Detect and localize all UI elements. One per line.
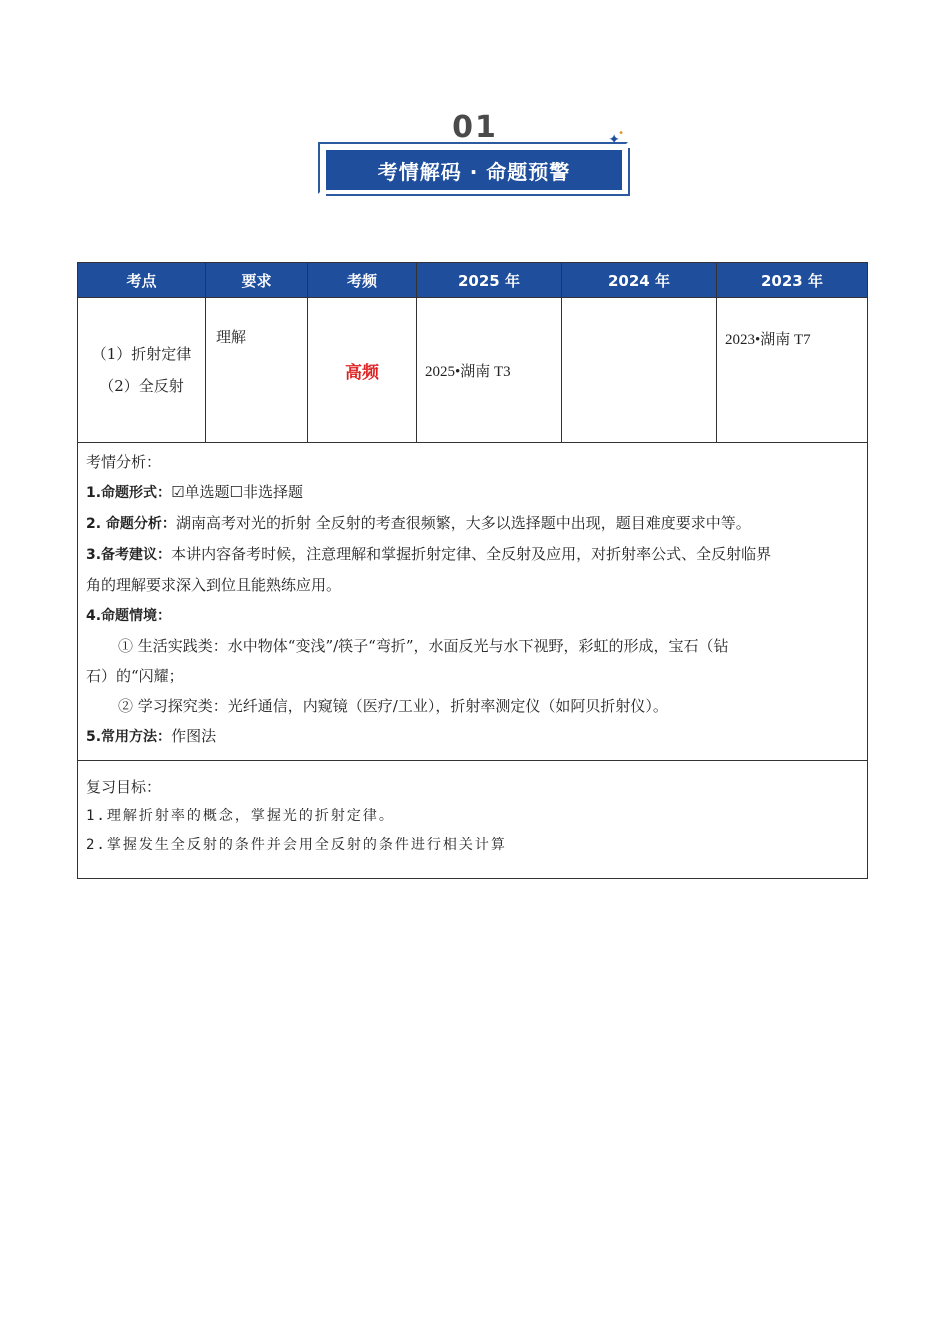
section-title: 考情解码 · 命题预警 <box>326 150 622 190</box>
exam-point-refraction: （1）折射定律 <box>91 345 192 363</box>
context-life-practice: ① 生活实践类：水中物体“变浅”/筷子“弯折”，水面反光与水下视野，彩虹的形成，宝石（钻 <box>118 637 729 655</box>
checked-box-icon: ☑ <box>171 483 185 501</box>
goal-item: 2.掌握发生全反射的条件并会用全反射的条件进行相关计算 <box>86 837 507 853</box>
context-study-explore: ② 学习探究类：光纤通信，内窥镜（医疗/工业），折射率测定仪（如阿贝折射仪）。 <box>118 697 668 715</box>
goals-heading: 复习目标： <box>86 778 162 796</box>
analysis-item-method: 5.常用方法：作图法 <box>86 727 217 745</box>
goals-row <box>78 761 868 879</box>
cell-2023: 2023•湖南 T7 <box>717 298 868 443</box>
analysis-row <box>78 443 868 761</box>
context-life-practice-cont: 石）的“闪耀； <box>86 667 184 685</box>
exam-analysis-table <box>77 262 868 879</box>
analysis-cell <box>78 443 868 761</box>
cell-requirement: 理解 <box>206 298 308 443</box>
sparkle-dot-icon: • <box>618 128 624 139</box>
section-banner <box>316 110 634 200</box>
header-2024: 2024 年 <box>562 263 717 298</box>
analysis-heading: 考情分析： <box>86 453 162 471</box>
header-requirement: 要求 <box>206 263 308 298</box>
header-point: 考点 <box>78 263 206 298</box>
goals-cell <box>78 761 868 879</box>
analysis-item-suggestion: 3.备考建议：本讲内容备考时候，注意理解和掌握折射定律、全反射及应用，对折射率公式、全反射临界 角的理解要求深入到位且能熟练应用。 <box>86 545 772 594</box>
analysis-item-analysis: 2. 命题分析：湖南高考对光的折射 全反射的考查很频繁，大多以选择题中出现，题目难度要求中等。 <box>86 514 751 532</box>
cell-frequency: 高频 <box>308 298 417 443</box>
table-row <box>78 298 868 443</box>
analysis-item-context: 4.命题情境： <box>86 608 172 624</box>
header-2023: 2023 年 <box>717 263 868 298</box>
exam-point-total-reflection: （2）全反射 <box>99 377 184 395</box>
cell-2025: 2025•湖南 T3 <box>417 298 562 443</box>
sparkle-star-icon: ✦ <box>608 132 620 148</box>
goal-item: 1.理解折射率的概念，掌握光的折射定律。 <box>86 808 395 824</box>
header-frequency: 考频 <box>308 263 417 298</box>
table-header-row <box>78 263 868 298</box>
cell-2024 <box>562 298 717 443</box>
header-2025: 2025 年 <box>417 263 562 298</box>
analysis-item-form: 1.命题形式：☑单选题☐非选择题 <box>86 483 303 501</box>
cell-exam-points <box>78 298 206 443</box>
section-number: 01 <box>452 110 498 145</box>
unchecked-box-icon: ☐ <box>229 483 243 501</box>
